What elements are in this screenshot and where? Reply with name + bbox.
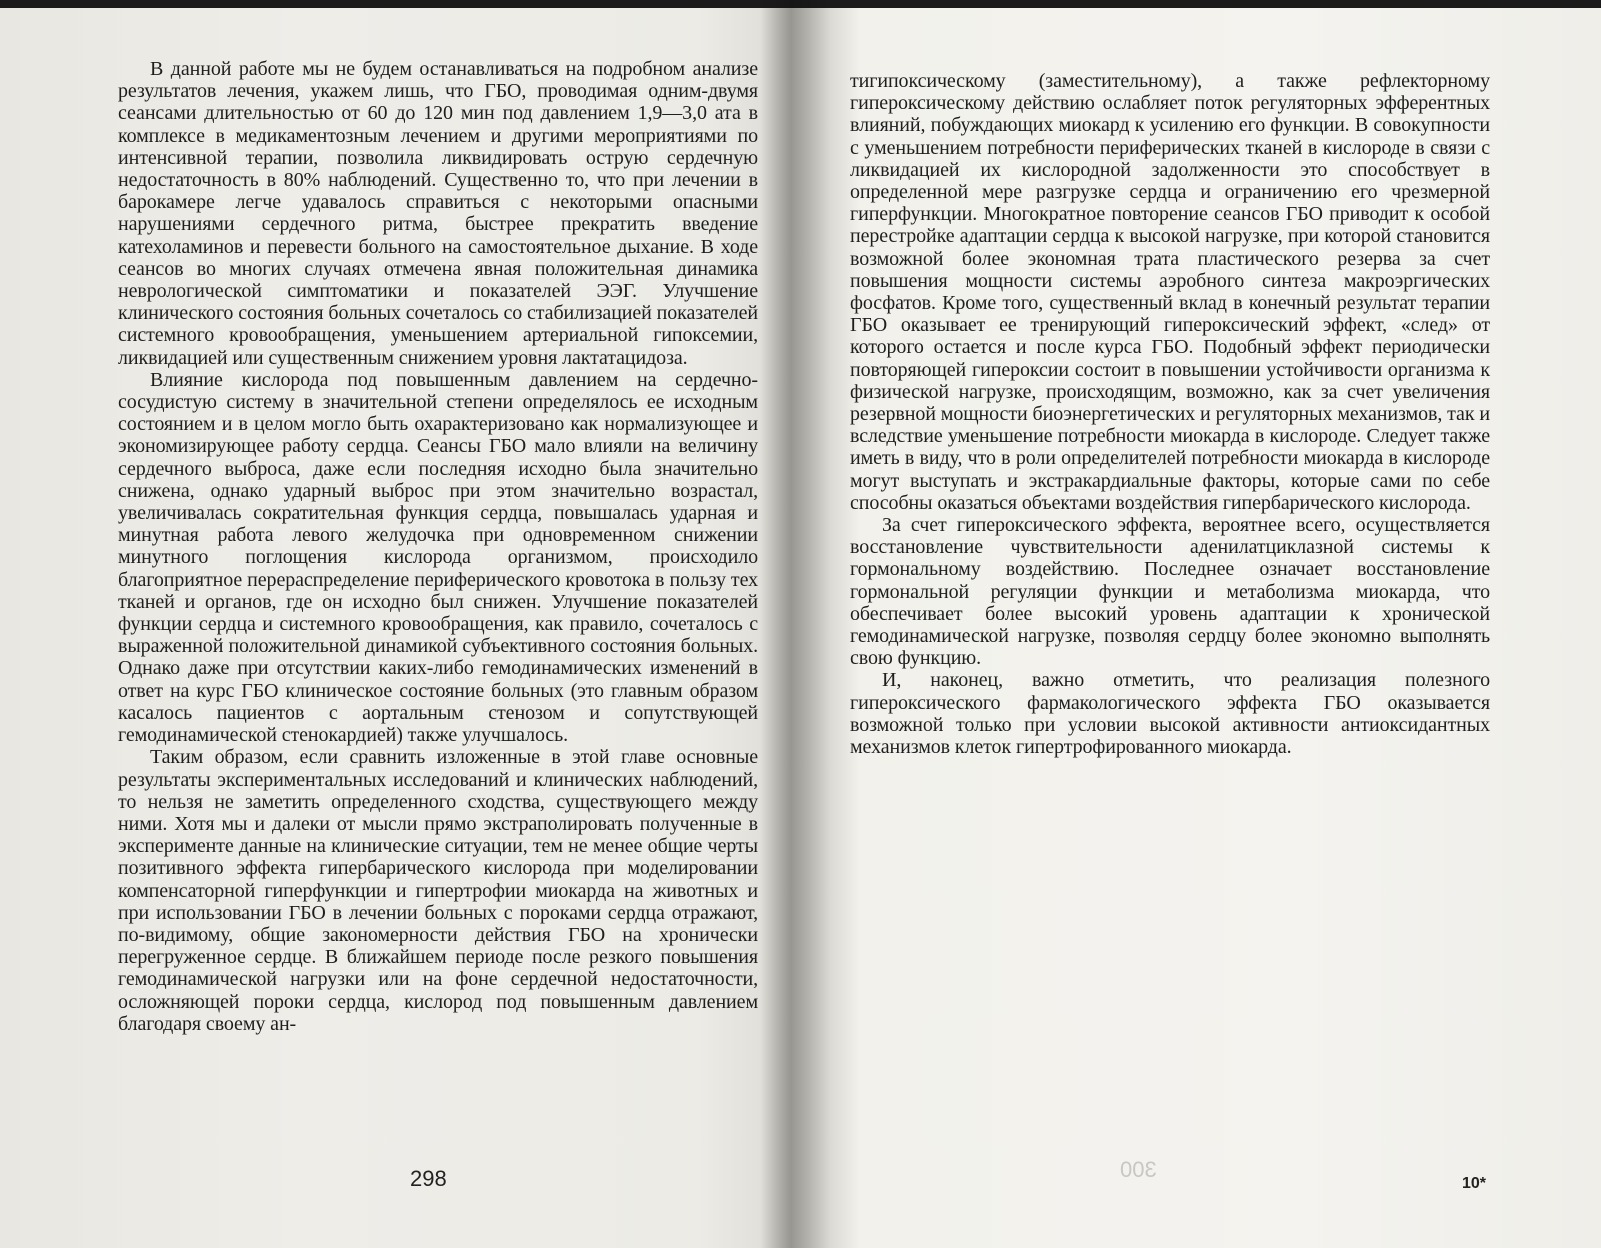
- signature-mark: 10*: [1462, 1175, 1487, 1192]
- page-number-left: 298: [410, 1166, 447, 1191]
- left-paragraph-3: Таким образом, если сравнить изложенные в этой главе основные результаты экспериментальных исследований и клинических наблюдений, то нельзя не заметить определенного сходства, существующего между ними. Хотя мы и далеки от мысли прямо экстраполировать полученные в эксперименте данные на клинические ситуации, тем не менее общие черты позитивного эффекта гипербарического кислорода при моделировании компенсаторной гиперфункции и гипертрофии миокарда на животных и при использовании ГБО в лечении больных с пороками сердца отражают, по-видимому, общие закономерности действия ГБО на хронически перегруженное сердце. В ближайшем периоде после резкого повышения гемодинамической нагрузки или на фоне сердечной недостаточности, осложняющей пороки сердца, кислород под повышенным давлением благодаря своему ан-: [118, 746, 758, 1035]
- right-paragraph-3: И, наконец, важно отметить, что реализация полезного гипероксического фармакологического эффекта ГБО оказывается возможной только при условии высокой активности антиоксидантных механизмов клеток гипертрофированного миокарда.: [850, 669, 1490, 759]
- right-page: [850, 70, 1490, 758]
- right-paragraph-2: За счет гипероксического эффекта, вероятнее всего, осуществляется восстановление чувствительности аденилатциклазной системы к гормональному воздействию. Последнее означает восстановление гормональной регуляции функции и метаболизма миокарда, что обеспечивает более высокий уровень адаптации к хронической гемодинамической нагрузке, позволяя сердцу более экономно выполнять свою функцию.: [850, 514, 1490, 670]
- page-number-bleedthrough: 300: [1120, 1157, 1157, 1182]
- left-paragraph-2: Влияние кислорода под повышенным давлением на сердечно-сосудистую систему в значительной степени определялось ее исходным состоянием и в целом могло быть охарактеризовано как нормализующее и экономизирующее работу сердца. Сеансы ГБО мало влияли на величину сердечного выброса, даже если последняя исходно была значительно снижена, однако ударный выброс при этом значительно возрастал, увеличивалась сократительная функция сердца, повышалась ударная и минутная работа левого желудочка при одновременном снижении минутного поглощения кислорода организмом, происходило благоприятное перераспределение периферического кровотока в пользу тех тканей и органов, где он исходно был снижен. Улучшение показателей функции сердца и системного кровообращения, как правило, сочеталось с выраженной положительной динамикой субъективного состояния больных. Однако даже при отсутствии каких-либо гемодинамических изменений в ответ на курс ГБО клиническое состояние больных (это главным образом касалось пациентов с аортальным стенозом и сопутствующей гемодинамической стенокардией) также улучшалось.: [118, 368, 758, 747]
- left-page: [118, 58, 758, 1035]
- right-paragraph-1: тигипоксическому (заместительному), а также рефлекторному гипероксическому действию ослабляет поток регуляторных эфферентных влияний, побуждающих миокард к усилению его функции. В совокупности с уменьшением потребности периферических тканей в кислороде в связи с ликвидацией их кислородной задолженности это способствует в определенной мере разгрузке сердца и ограничению его чрезмерной гиперфункции. Многократное повторение сеансов ГБО приводит к особой перестройке адаптации сердца к высокой нагрузке, при которой становится возможной более экономная трата пластического резерва за счет повышения мощности системы аэробного синтеза макроэргических фосфатов. Кроме того, существенный вклад в конечный результат терапии ГБО оказывает ее тренирующий гипероксический эффект, «след» от которого остается и после курса ГБО. Подобный эффект периодически повторяющей гипероксии состоит в повышении устойчивости организма к физической нагрузке, происходящим, возможно, как за счет увеличения резервной мощности биоэнергетических и регуляторных механизмов, так и вследствие уменьшение потребности миокарда в кислороде. Следует также иметь в виду, что в роли определителей потребности миокарда в кислороде могут выступать и экстракардиальные факторы, которые сами по себе способны оказаться объектами воздействия гипербарического кислорода.: [850, 70, 1490, 514]
- left-paragraph-1: В данной работе мы не будем останавливаться на подробном анализе результатов лечения, укажем лишь, что ГБО, проводимая одним-двумя сеансами длительностью от 60 до 120 мин под давлением 1,9—3,0 ата в комплексе в медикаментозным лечением и другими мероприятиями по интенсивной терапии, позволила ликвидировать острую сердечную недостаточность в 80% наблюдений. Существенно то, что при лечении в барокамере легче удавалось справиться с некоторыми опасными нарушениями сердечного ритма, быстрее прекратить введение катехоламинов и перевести больного на самостоятельное дыхание. В ходе сеансов во многих случаях отмечена явная положительная динамика неврологической симптоматики и показателей ЭЭГ. Улучшение клинического состояния больных сочеталось со стабилизацией показателей системного кровообращения, уменьшением артериальной гипоксемии, ликвидацией или существенным снижением уровня лактатацидоза.: [118, 58, 759, 369]
- book-gutter-shadow: [760, 0, 830, 1248]
